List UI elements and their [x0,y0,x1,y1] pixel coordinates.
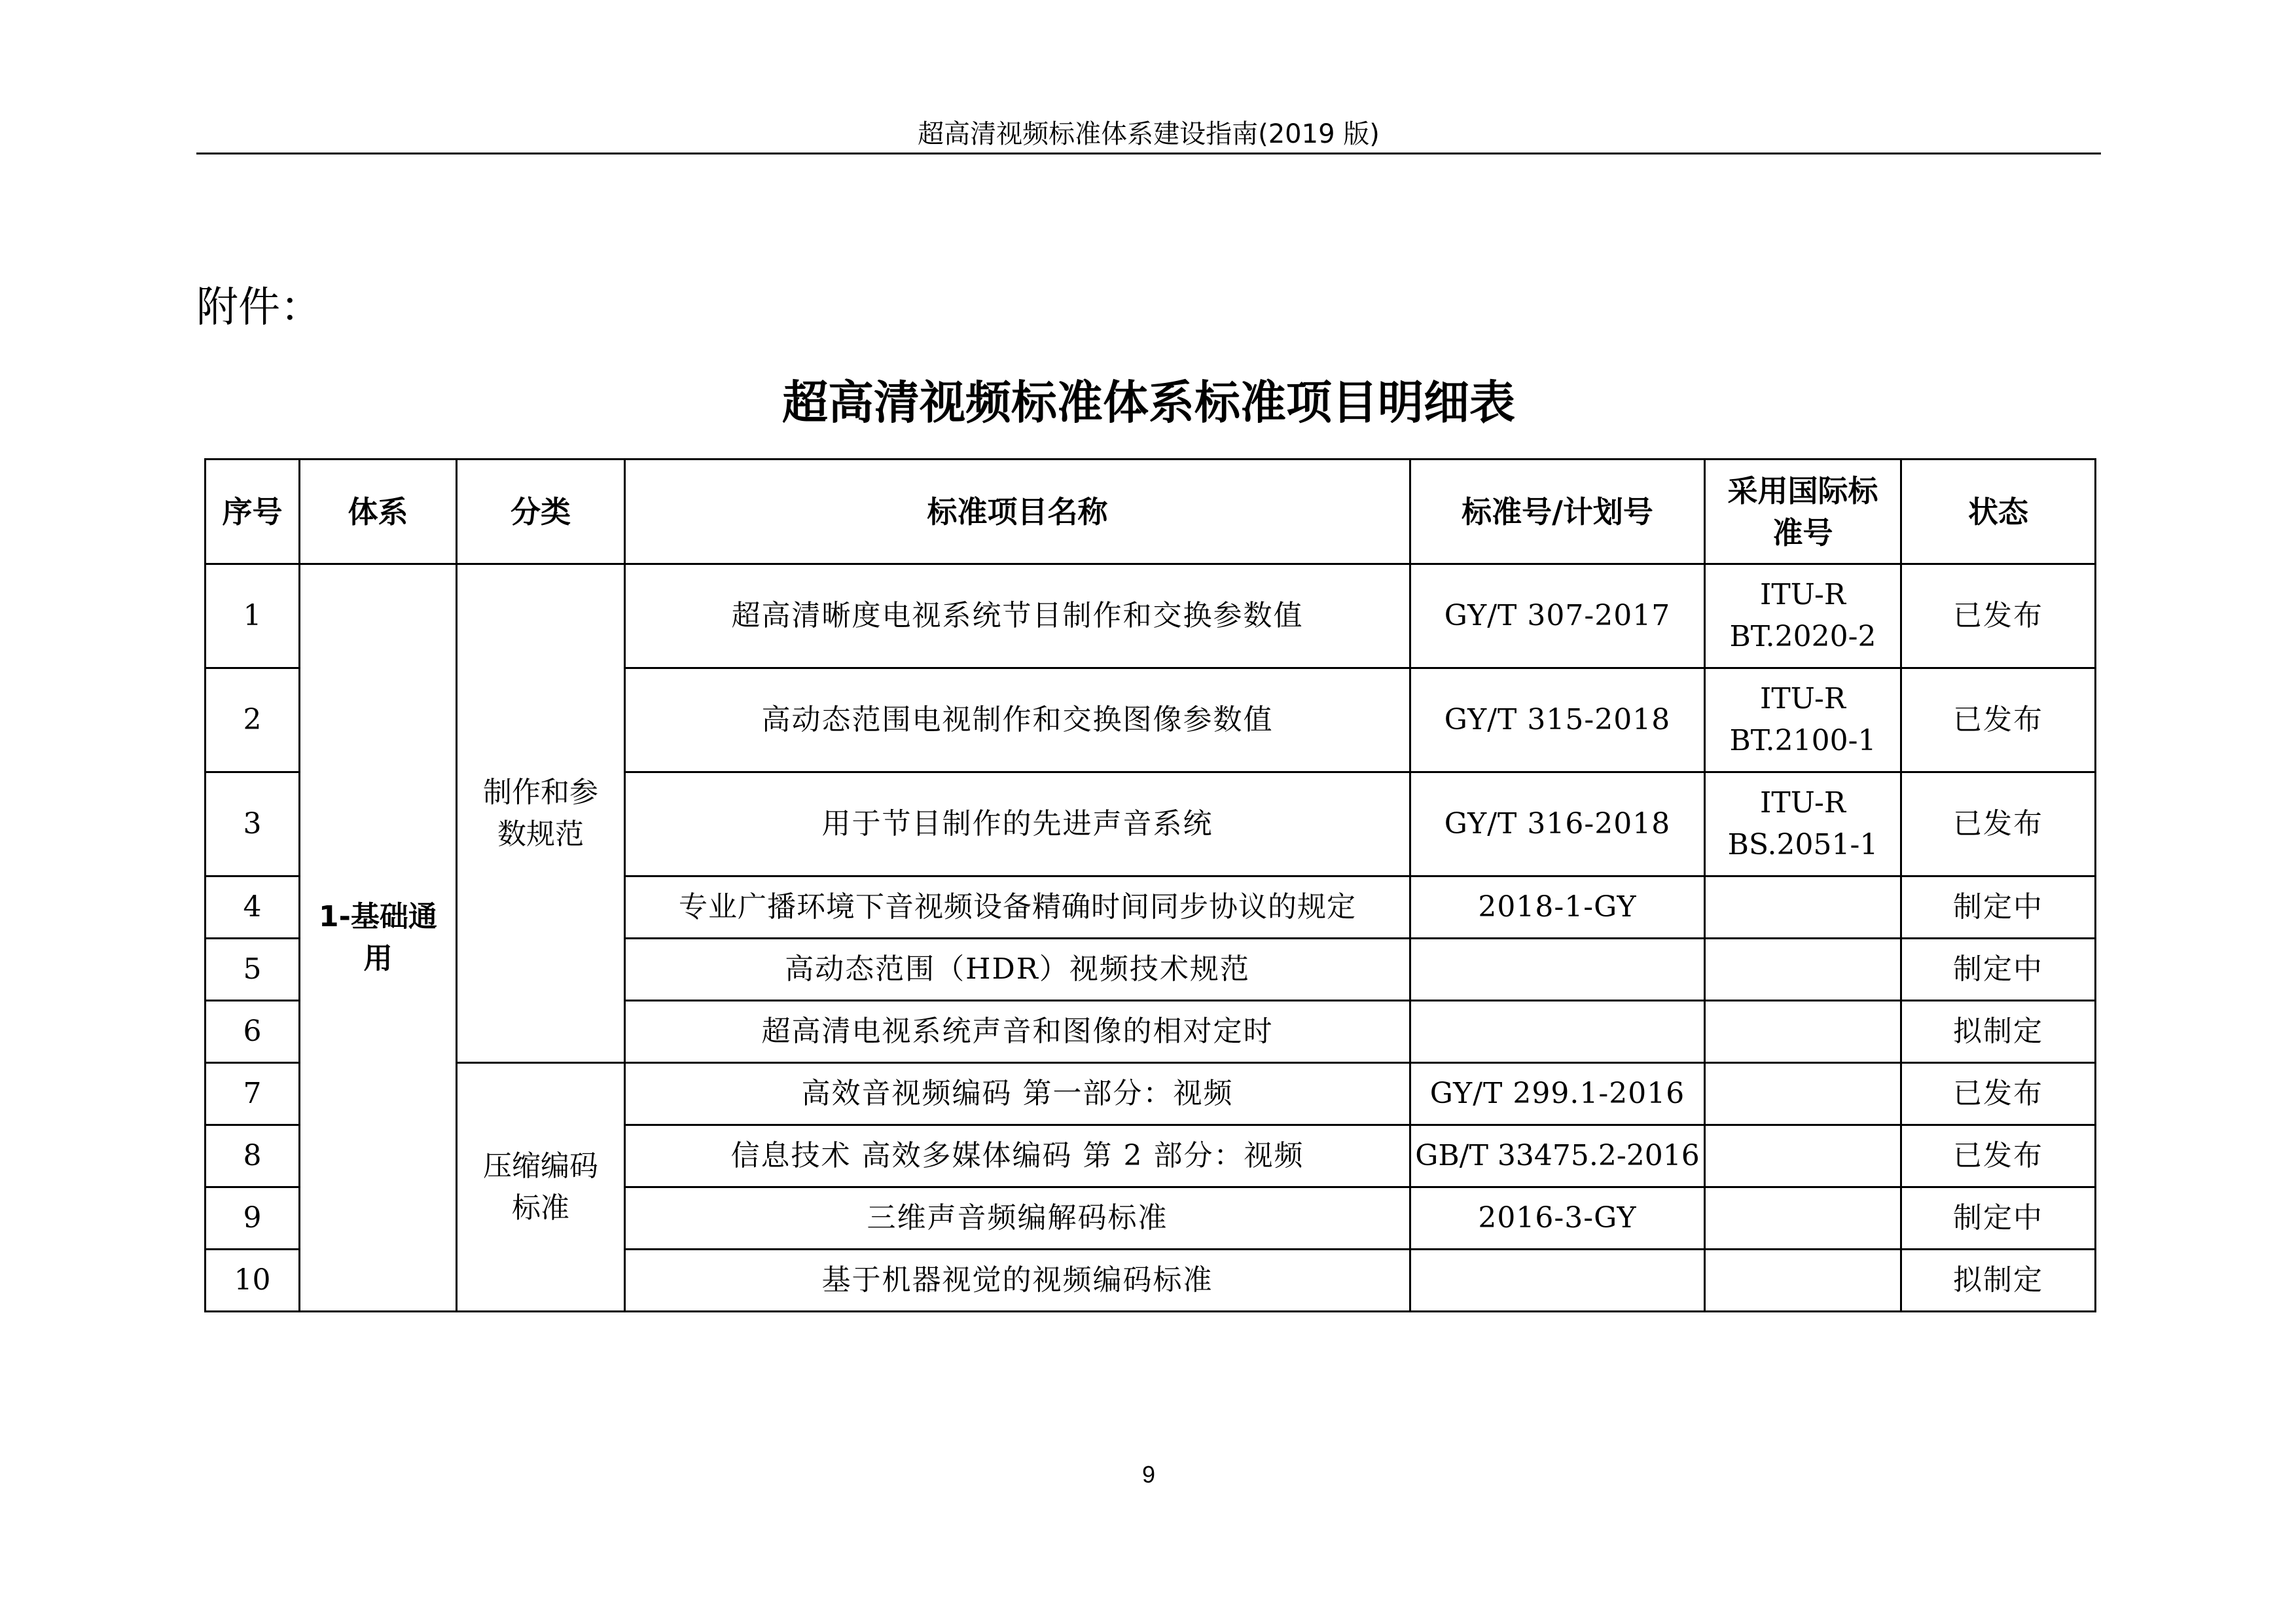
column-header-no: 序号 [206,460,300,564]
status-cell: 已发布 [1901,1063,2096,1125]
row-number: 6 [206,1001,300,1063]
standard-code [1410,939,1705,1001]
standard-code [1410,1250,1705,1312]
standard-name: 高效音视频编码 第一部分：视频 [625,1063,1410,1125]
status-cell: 制定中 [1901,939,2096,1001]
row-number: 2 [206,668,300,772]
intl-standard-number: BS.2051-1 [1727,828,1878,861]
intl-standard [1705,772,1901,876]
intl-standard [1705,1250,1901,1312]
column-header-system: 体系 [300,460,457,564]
standard-name: 基于机器视觉的视频编码标准 [625,1250,1410,1312]
column-header-intl: 采用国际标准号 [1705,460,1901,564]
system-cell: 1-基础通用 [300,564,457,1312]
attachment-label: 附件： [196,283,322,332]
table-row [206,1063,2096,1125]
intl-standard [1705,876,1901,939]
status-cell: 制定中 [1901,1187,2096,1250]
standard-name: 专业广播环境下音视频设备精确时间同步协议的规定 [625,876,1410,939]
standard-name: 超高清晰度电视系统节目制作和交换参数值 [625,564,1410,668]
status-cell: 拟制定 [1901,1001,2096,1063]
row-number: 3 [206,772,300,876]
intl-standard-number: BT.2100-1 [1729,724,1876,757]
document-title: 超高清视频标准体系标准项目明细表 [782,376,1515,429]
intl-standard [1705,564,1901,668]
standard-name: 三维声音频编解码标准 [625,1187,1410,1250]
row-number: 4 [206,876,300,939]
standard-code: GY/T 307-2017 [1410,564,1705,668]
standard-code [1410,1001,1705,1063]
status-cell: 制定中 [1901,876,2096,939]
standard-code: GB/T 33475.2-2016 [1410,1125,1705,1187]
intl-standard-org: ITU-R [1759,682,1846,715]
status-cell: 已发布 [1901,772,2096,876]
intl-standard-number: BT.2020-2 [1729,620,1876,653]
standard-name: 高动态范围（HDR）视频技术规范 [625,939,1410,1001]
standard-code: 2016-3-GY [1410,1187,1705,1250]
standard-name: 高动态范围电视制作和交换图像参数值 [625,668,1410,772]
column-header-name: 标准项目名称 [625,460,1410,564]
intl-standard [1705,1125,1901,1187]
row-number: 5 [206,939,300,1001]
column-header-code: 标准号/计划号 [1410,460,1705,564]
status-cell: 已发布 [1901,1125,2096,1187]
intl-standard-org: ITU-R [1759,786,1846,820]
status-cell: 拟制定 [1901,1250,2096,1312]
standards-table [204,458,2096,1312]
status-cell: 已发布 [1901,668,2096,772]
intl-standard [1705,939,1901,1001]
row-number: 9 [206,1187,300,1250]
intl-standard [1705,1001,1901,1063]
status-cell: 已发布 [1901,564,2096,668]
row-number: 8 [206,1125,300,1187]
column-header-status: 状态 [1901,460,2096,564]
page-number: 9 [1141,1461,1156,1488]
standard-code: GY/T 316-2018 [1410,772,1705,876]
running-header: 超高清视频标准体系建设指南(2019 版) [918,119,1380,149]
table-header-row [206,460,2096,564]
standard-code: GY/T 299.1-2016 [1410,1063,1705,1125]
standard-name: 超高清电视系统声音和图像的相对定时 [625,1001,1410,1063]
intl-standard [1705,1063,1901,1125]
standard-name: 信息技术 高效多媒体编码 第 2 部分：视频 [625,1125,1410,1187]
row-number: 7 [206,1063,300,1125]
category-cell: 压缩编码标准 [457,1063,625,1312]
column-header-category: 分类 [457,460,625,564]
category-cell: 制作和参数规范 [457,564,625,1063]
intl-standard [1705,1187,1901,1250]
row-number: 1 [206,564,300,668]
table-row [206,564,2096,668]
intl-standard [1705,668,1901,772]
intl-standard-org: ITU-R [1759,578,1846,611]
standard-name: 用于节目制作的先进声音系统 [625,772,1410,876]
header-rule [196,153,2101,154]
row-number: 10 [206,1250,300,1312]
standard-code: 2018-1-GY [1410,876,1705,939]
standard-code: GY/T 315-2018 [1410,668,1705,772]
